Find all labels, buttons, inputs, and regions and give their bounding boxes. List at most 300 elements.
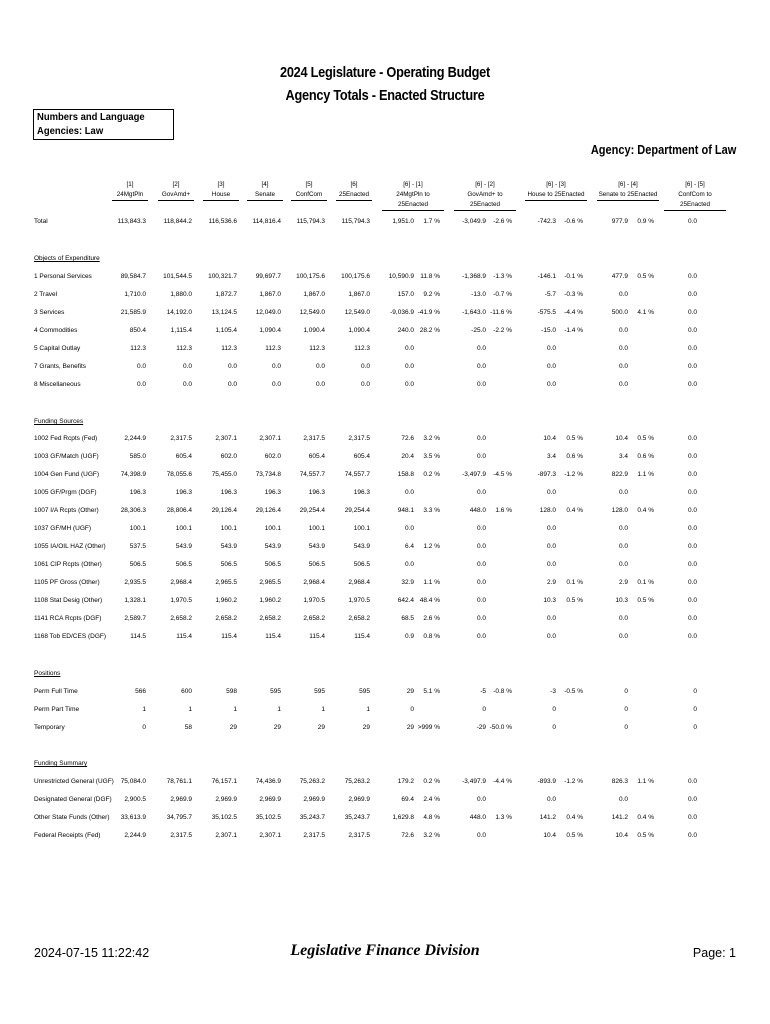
- table-cell: 0.0: [618, 381, 628, 388]
- table-cell: 114.5: [130, 633, 146, 640]
- row-label: 1007 I/A Rcpts (Other): [34, 507, 99, 514]
- table-cell: 10.4: [615, 435, 628, 442]
- table-cell: -13.0: [471, 291, 486, 298]
- table-cell: 2,307.1: [259, 435, 281, 442]
- table-cell: 605.4: [308, 453, 325, 460]
- table-cell: 2,317.5: [348, 435, 370, 442]
- table-cell: 0: [142, 724, 146, 731]
- table-cell: 1,090.4: [303, 327, 325, 334]
- table-cell: 29,254.4: [299, 507, 325, 514]
- row-label: 8 Miscellaneous: [34, 381, 81, 388]
- row-label: 1037 GF/MH (UGF): [34, 525, 92, 532]
- table-cell: 115.4: [309, 633, 325, 640]
- table-cell: 2,968.4: [170, 579, 192, 586]
- table-cell: 100.1: [308, 525, 325, 532]
- column-name: GovAmd+ to 25Enacted: [454, 190, 516, 211]
- table-cell: 100.1: [353, 525, 370, 532]
- row-label: 2 Travel: [34, 291, 58, 298]
- table-cell: 0.0: [687, 579, 697, 586]
- table-cell: 115.4: [221, 633, 237, 640]
- row-label: 5 Capital Outlay: [34, 345, 81, 352]
- table-cell: 2,965.5: [215, 579, 237, 586]
- column-number: [4]: [261, 181, 269, 188]
- column-header: [291, 180, 327, 201]
- table-cell: 1: [142, 706, 146, 713]
- column-number: [6] - [4]: [618, 181, 638, 188]
- table-cell: 448.0: [469, 814, 486, 821]
- table-cell: 74,436.9: [255, 778, 281, 785]
- table-cell: 29: [317, 724, 325, 731]
- table-cell: 0.0: [687, 345, 697, 352]
- table-cell: 2,307.1: [215, 435, 237, 442]
- table-cell: 75,455.0: [211, 471, 237, 478]
- table-cell: 0.1 %: [637, 579, 654, 586]
- table-cell: 115,794.3: [341, 218, 370, 225]
- selection-line-2: Agencies: Law: [37, 125, 104, 137]
- table-cell: 0.0: [687, 597, 697, 604]
- row-label: Federal Receipts (Fed): [34, 832, 101, 839]
- column-name: 24MgtPln to 25Enacted: [382, 190, 444, 211]
- table-cell: 2.9: [546, 579, 556, 586]
- row-label: Designated General (DGF): [34, 796, 112, 803]
- row-label: Unrestricted General (UGF): [34, 778, 114, 785]
- table-cell: 2.4 %: [423, 796, 440, 803]
- table-cell: -4.4 %: [493, 778, 512, 785]
- table-cell: 0.0: [546, 489, 556, 496]
- table-cell: 0.0: [271, 363, 281, 370]
- table-cell: 0.0: [546, 561, 556, 568]
- table-cell: 112.3: [354, 345, 370, 352]
- table-cell: 196.3: [220, 489, 237, 496]
- table-cell: -5.7: [544, 291, 556, 298]
- table-cell: 0.0: [546, 525, 556, 532]
- table-cell: 2,900.5: [124, 796, 146, 803]
- table-cell: 1,629.8: [392, 814, 414, 821]
- table-cell: 3.4: [546, 453, 556, 460]
- table-cell: 14,192.0: [166, 309, 192, 316]
- table-cell: 537.5: [129, 543, 146, 550]
- table-cell: 78,761.1: [166, 778, 192, 785]
- table-cell: 75,263.2: [299, 778, 325, 785]
- table-cell: 69.4: [401, 796, 414, 803]
- table-cell: 2,317.5: [348, 832, 370, 839]
- table-cell: 2,589.7: [124, 615, 146, 622]
- table-cell: 112.3: [265, 345, 281, 352]
- table-cell: 112.3: [221, 345, 237, 352]
- section-heading: Funding Sources: [34, 418, 84, 425]
- table-cell: 0.0: [687, 543, 697, 550]
- table-cell: 1,970.5: [170, 597, 192, 604]
- table-cell: -897.3: [537, 471, 556, 478]
- table-cell: -0.6 %: [564, 218, 583, 225]
- table-cell: 2,317.5: [303, 435, 325, 442]
- row-label: 1055 IA/OIL HAZ (Other): [34, 543, 106, 550]
- table-cell: 12,549.0: [344, 309, 370, 316]
- table-cell: 543.9: [308, 543, 325, 550]
- column-number: [6] - [2]: [475, 181, 495, 188]
- table-cell: 0.0: [476, 381, 486, 388]
- table-cell: 0.0: [476, 435, 486, 442]
- table-cell: 0.9: [404, 633, 414, 640]
- table-cell: 2,317.5: [170, 435, 192, 442]
- table-cell: 0.0: [618, 327, 628, 334]
- table-cell: 0.0: [546, 543, 556, 550]
- table-cell: 0.1 %: [566, 579, 583, 586]
- column-number: [1]: [126, 181, 134, 188]
- table-cell: -9,036.9: [390, 309, 414, 316]
- table-cell: -3,049.9: [462, 218, 486, 225]
- table-cell: -5: [480, 688, 486, 695]
- table-cell: 0.0: [227, 381, 237, 388]
- table-cell: 76,157.1: [211, 778, 237, 785]
- table-cell: 29: [406, 724, 414, 731]
- table-cell: 0: [624, 724, 628, 731]
- table-cell: 0: [552, 724, 556, 731]
- table-cell: 0.0: [546, 363, 556, 370]
- table-cell: 9.2 %: [423, 291, 440, 298]
- table-cell: 0.0: [687, 363, 697, 370]
- table-cell: 1,960.2: [215, 597, 237, 604]
- table-cell: 11.8 %: [420, 273, 440, 280]
- table-cell: 112.3: [176, 345, 192, 352]
- table-cell: 12,049.0: [255, 309, 281, 316]
- table-cell: 2,969.9: [170, 796, 192, 803]
- table-cell: 0.0: [687, 381, 697, 388]
- table-cell: 74,398.9: [120, 471, 146, 478]
- row-label: Other State Funds (Other): [34, 814, 110, 821]
- table-cell: 1.2 %: [423, 543, 440, 550]
- table-cell: 0.0: [315, 381, 325, 388]
- table-cell: 0.0: [618, 633, 628, 640]
- table-cell: 506.5: [264, 561, 281, 568]
- column-number: [6] - [5]: [685, 181, 705, 188]
- table-cell: 1,105.4: [215, 327, 237, 334]
- table-cell: 10.3: [615, 597, 628, 604]
- table-cell: 100.1: [129, 525, 146, 532]
- table-cell: 0.9 %: [637, 218, 654, 225]
- table-cell: 0.0: [182, 381, 192, 388]
- row-label: 1061 CIP Rcpts (Other): [34, 561, 102, 568]
- table-cell: 34,795.7: [166, 814, 192, 821]
- column-number: [6]: [350, 181, 358, 188]
- table-cell: 2,317.5: [303, 832, 325, 839]
- table-cell: 0: [482, 706, 486, 713]
- column-name: House: [203, 190, 239, 201]
- table-cell: 1: [188, 706, 192, 713]
- table-cell: -0.8 %: [493, 688, 512, 695]
- footer-division: Legislative Finance Division: [290, 942, 480, 959]
- table-cell: 1,951.0: [392, 218, 414, 225]
- table-cell: -575.5: [537, 309, 556, 316]
- table-cell: 35,102.5: [255, 814, 281, 821]
- column-header: [112, 180, 148, 201]
- table-cell: 0.0: [476, 561, 486, 568]
- table-cell: 2.6 %: [423, 615, 440, 622]
- table-cell: 0.0: [687, 435, 697, 442]
- table-cell: 118,844.2: [163, 218, 192, 225]
- table-cell: 0.0: [687, 218, 697, 225]
- table-cell: 0.4 %: [566, 814, 583, 821]
- column-header: [336, 180, 372, 201]
- table-cell: 196.3: [308, 489, 325, 496]
- table-cell: 2,968.4: [348, 579, 370, 586]
- table-cell: 10,590.9: [388, 273, 414, 280]
- table-cell: 0.0: [618, 615, 628, 622]
- table-cell: 2.9: [618, 579, 628, 586]
- table-cell: 141.2: [539, 814, 556, 821]
- table-cell: 72.6: [401, 435, 414, 442]
- table-cell: 1,960.2: [259, 597, 281, 604]
- table-cell: 100,321.7: [208, 273, 237, 280]
- table-cell: 1,710.0: [124, 291, 146, 298]
- table-cell: 543.9: [175, 543, 192, 550]
- table-cell: 1,867.0: [348, 291, 370, 298]
- table-cell: 0.0: [618, 345, 628, 352]
- table-cell: 0.5 %: [637, 435, 654, 442]
- row-label: 3 Services: [34, 309, 65, 316]
- column-name: GovAmd+: [158, 190, 194, 201]
- table-cell: 128.0: [539, 507, 556, 514]
- table-cell: -25.0: [471, 327, 486, 334]
- table-cell: 10.4: [543, 832, 556, 839]
- column-header: [203, 180, 239, 201]
- table-cell: 28.2 %: [419, 327, 440, 334]
- table-cell: 0.0: [618, 561, 628, 568]
- column-header: [382, 180, 444, 211]
- table-cell: 100.1: [175, 525, 192, 532]
- table-cell: 0.0: [687, 832, 697, 839]
- table-cell: 72.6: [401, 832, 414, 839]
- table-cell: 75,084.0: [120, 778, 146, 785]
- row-label: 7 Grants, Benefits: [34, 363, 87, 370]
- table-cell: 113,843.3: [117, 218, 146, 225]
- table-cell: 0.0: [687, 471, 697, 478]
- table-cell: 0.5 %: [637, 832, 654, 839]
- table-cell: 196.3: [129, 489, 146, 496]
- table-cell: 1,880.0: [170, 291, 192, 298]
- table-cell: 0.0: [618, 489, 628, 496]
- column-name: ConfCom to 25Enacted: [664, 190, 726, 211]
- column-header: [158, 180, 194, 201]
- table-cell: 29,126.4: [211, 507, 237, 514]
- table-cell: 5.1 %: [423, 688, 440, 695]
- table-cell: 0.0: [476, 489, 486, 496]
- table-cell: 642.4: [397, 597, 414, 604]
- table-cell: -0.1 %: [564, 273, 583, 280]
- row-label: 1108 Stat Desig (Other): [34, 597, 103, 604]
- table-cell: 240.0: [397, 327, 414, 334]
- table-cell: 602.0: [220, 453, 237, 460]
- table-cell: 0.0: [687, 633, 697, 640]
- table-cell: 35,102.5: [211, 814, 237, 821]
- table-cell: -3,497.9: [462, 778, 486, 785]
- table-cell: 0.0: [687, 291, 697, 298]
- selection-line-1: Numbers and Language: [37, 111, 145, 123]
- table-cell: 2,307.1: [215, 832, 237, 839]
- table-cell: -0.3 %: [564, 291, 583, 298]
- table-cell: 566: [135, 688, 146, 695]
- table-cell: 1,867.0: [259, 291, 281, 298]
- table-cell: 10.4: [543, 435, 556, 442]
- table-cell: 2,968.4: [303, 579, 325, 586]
- table-cell: 595: [314, 688, 325, 695]
- table-cell: 33,613.9: [120, 814, 146, 821]
- table-cell: 0.0: [618, 291, 628, 298]
- column-number: [6] - [3]: [546, 181, 566, 188]
- table-cell: 2,317.5: [170, 832, 192, 839]
- table-cell: 0.0: [687, 273, 697, 280]
- table-cell: 0.5 %: [637, 597, 654, 604]
- table-cell: 0.0: [476, 345, 486, 352]
- table-cell: 0.5 %: [566, 832, 583, 839]
- table-cell: 0.0: [182, 363, 192, 370]
- table-cell: 1,328.1: [124, 597, 146, 604]
- table-cell: 0.5 %: [566, 435, 583, 442]
- table-cell: 0.0: [476, 543, 486, 550]
- table-cell: 977.9: [611, 218, 628, 225]
- table-cell: 0.0: [687, 561, 697, 568]
- table-cell: 598: [226, 688, 237, 695]
- table-cell: -11.6 %: [490, 309, 512, 316]
- column-header: [597, 180, 659, 201]
- table-cell: 1,970.5: [348, 597, 370, 604]
- table-cell: 58: [184, 724, 192, 731]
- row-label: 1005 GF/Prgm (DGF): [34, 489, 97, 496]
- table-cell: 4.1 %: [637, 309, 654, 316]
- column-name: 24MgtPln: [112, 190, 148, 201]
- table-cell: 2,935.5: [124, 579, 146, 586]
- table-cell: 1,090.4: [348, 327, 370, 334]
- row-label: 4 Commodities: [34, 327, 78, 334]
- table-cell: 0.0: [618, 796, 628, 803]
- table-cell: 0.0: [271, 381, 281, 388]
- report-title: 2024 Legislature - Operating Budget: [279, 64, 491, 81]
- table-cell: 543.9: [264, 543, 281, 550]
- table-cell: 2,307.1: [259, 832, 281, 839]
- table-cell: 29,126.4: [255, 507, 281, 514]
- table-cell: 600: [181, 688, 192, 695]
- table-cell: 0.2 %: [423, 471, 440, 478]
- section-heading: Funding Summary: [34, 760, 88, 767]
- table-cell: 2,969.9: [259, 796, 281, 803]
- row-label: Perm Part Time: [34, 706, 80, 713]
- table-cell: 196.3: [353, 489, 370, 496]
- table-cell: 0.0: [546, 633, 556, 640]
- table-cell: 29,254.4: [344, 507, 370, 514]
- column-name: 25Enacted: [336, 190, 372, 201]
- table-cell: -4.5 %: [493, 471, 512, 478]
- table-cell: 3.2 %: [423, 435, 440, 442]
- table-cell: 0.0: [476, 633, 486, 640]
- row-label: 1168 Tob ED/CES (DGF): [34, 633, 107, 640]
- table-cell: -146.1: [537, 273, 556, 280]
- row-label: 1002 Fed Rcpts (Fed): [34, 435, 98, 442]
- table-cell: 506.5: [353, 561, 370, 568]
- table-cell: 20.4: [401, 453, 414, 460]
- row-label: Total: [34, 218, 48, 225]
- table-cell: 0.0: [546, 345, 556, 352]
- table-cell: -29: [476, 724, 486, 731]
- table-cell: -41.9 %: [417, 309, 440, 316]
- table-cell: 0.0: [687, 309, 697, 316]
- table-cell: 100,175.6: [296, 273, 325, 280]
- table-cell: 948.1: [397, 507, 414, 514]
- table-cell: 0.4 %: [637, 507, 654, 514]
- agency-label: Agency: Department of Law: [590, 143, 736, 157]
- table-cell: 141.2: [611, 814, 628, 821]
- table-cell: 196.3: [175, 489, 192, 496]
- table-cell: 128.0: [611, 507, 628, 514]
- table-cell: 48.4 %: [419, 597, 440, 604]
- table-cell: 21,585.9: [120, 309, 146, 316]
- table-cell: -0.5 %: [564, 688, 583, 695]
- table-cell: 32.9: [401, 579, 414, 586]
- table-cell: 448.0: [469, 507, 486, 514]
- table-cell: -742.3: [537, 218, 556, 225]
- table-cell: 10.4: [615, 832, 628, 839]
- column-name: Senate to 25Enacted: [597, 190, 659, 201]
- column-number: [3]: [217, 181, 225, 188]
- table-cell: -15.0: [541, 327, 556, 334]
- table-cell: 0.0: [315, 363, 325, 370]
- table-cell: 0: [693, 688, 697, 695]
- column-name: Senate: [247, 190, 283, 201]
- table-cell: 2,969.9: [215, 796, 237, 803]
- table-cell: 0.0: [618, 525, 628, 532]
- row-label: 1105 PF Gross (Other): [34, 579, 100, 586]
- table-cell: 6.4: [404, 543, 414, 550]
- table-cell: 0.5 %: [637, 273, 654, 280]
- table-cell: 73,734.8: [255, 471, 281, 478]
- table-cell: 506.5: [308, 561, 325, 568]
- table-cell: 1.6 %: [495, 507, 512, 514]
- table-cell: 2,969.9: [348, 796, 370, 803]
- table-cell: 35,243.7: [299, 814, 325, 821]
- table-cell: -893.9: [537, 778, 556, 785]
- table-cell: 1.1 %: [637, 778, 654, 785]
- table-cell: -0.7 %: [493, 291, 512, 298]
- table-cell: 1: [233, 706, 237, 713]
- table-cell: 543.9: [353, 543, 370, 550]
- table-cell: 1: [277, 706, 281, 713]
- table-cell: 12,549.0: [299, 309, 325, 316]
- table-cell: 0.0: [546, 796, 556, 803]
- table-cell: 0: [552, 706, 556, 713]
- table-cell: 0.0: [404, 525, 414, 532]
- table-cell: 543.9: [220, 543, 237, 550]
- table-cell: 0.4 %: [637, 814, 654, 821]
- table-cell: 2,244.9: [124, 832, 146, 839]
- footer-page: Page: 1: [692, 946, 736, 960]
- table-cell: 2,244.9: [124, 435, 146, 442]
- table-cell: 0.0: [687, 453, 697, 460]
- table-cell: 605.4: [353, 453, 370, 460]
- table-cell: 0.0: [476, 796, 486, 803]
- table-cell: 0.0: [687, 525, 697, 532]
- row-label: Perm Full Time: [34, 688, 78, 695]
- table-cell: 1,867.0: [303, 291, 325, 298]
- table-cell: 115,794.3: [296, 218, 325, 225]
- table-cell: 158.8: [397, 471, 414, 478]
- table-cell: 2,658.2: [170, 615, 192, 622]
- table-cell: -1.4 %: [564, 327, 583, 334]
- table-cell: 115.4: [176, 633, 192, 640]
- column-number: [2]: [172, 181, 180, 188]
- table-cell: 1,090.4: [259, 327, 281, 334]
- table-cell: 0.0: [687, 327, 697, 334]
- table-cell: 68.5: [401, 615, 414, 622]
- table-cell: -3: [550, 688, 556, 695]
